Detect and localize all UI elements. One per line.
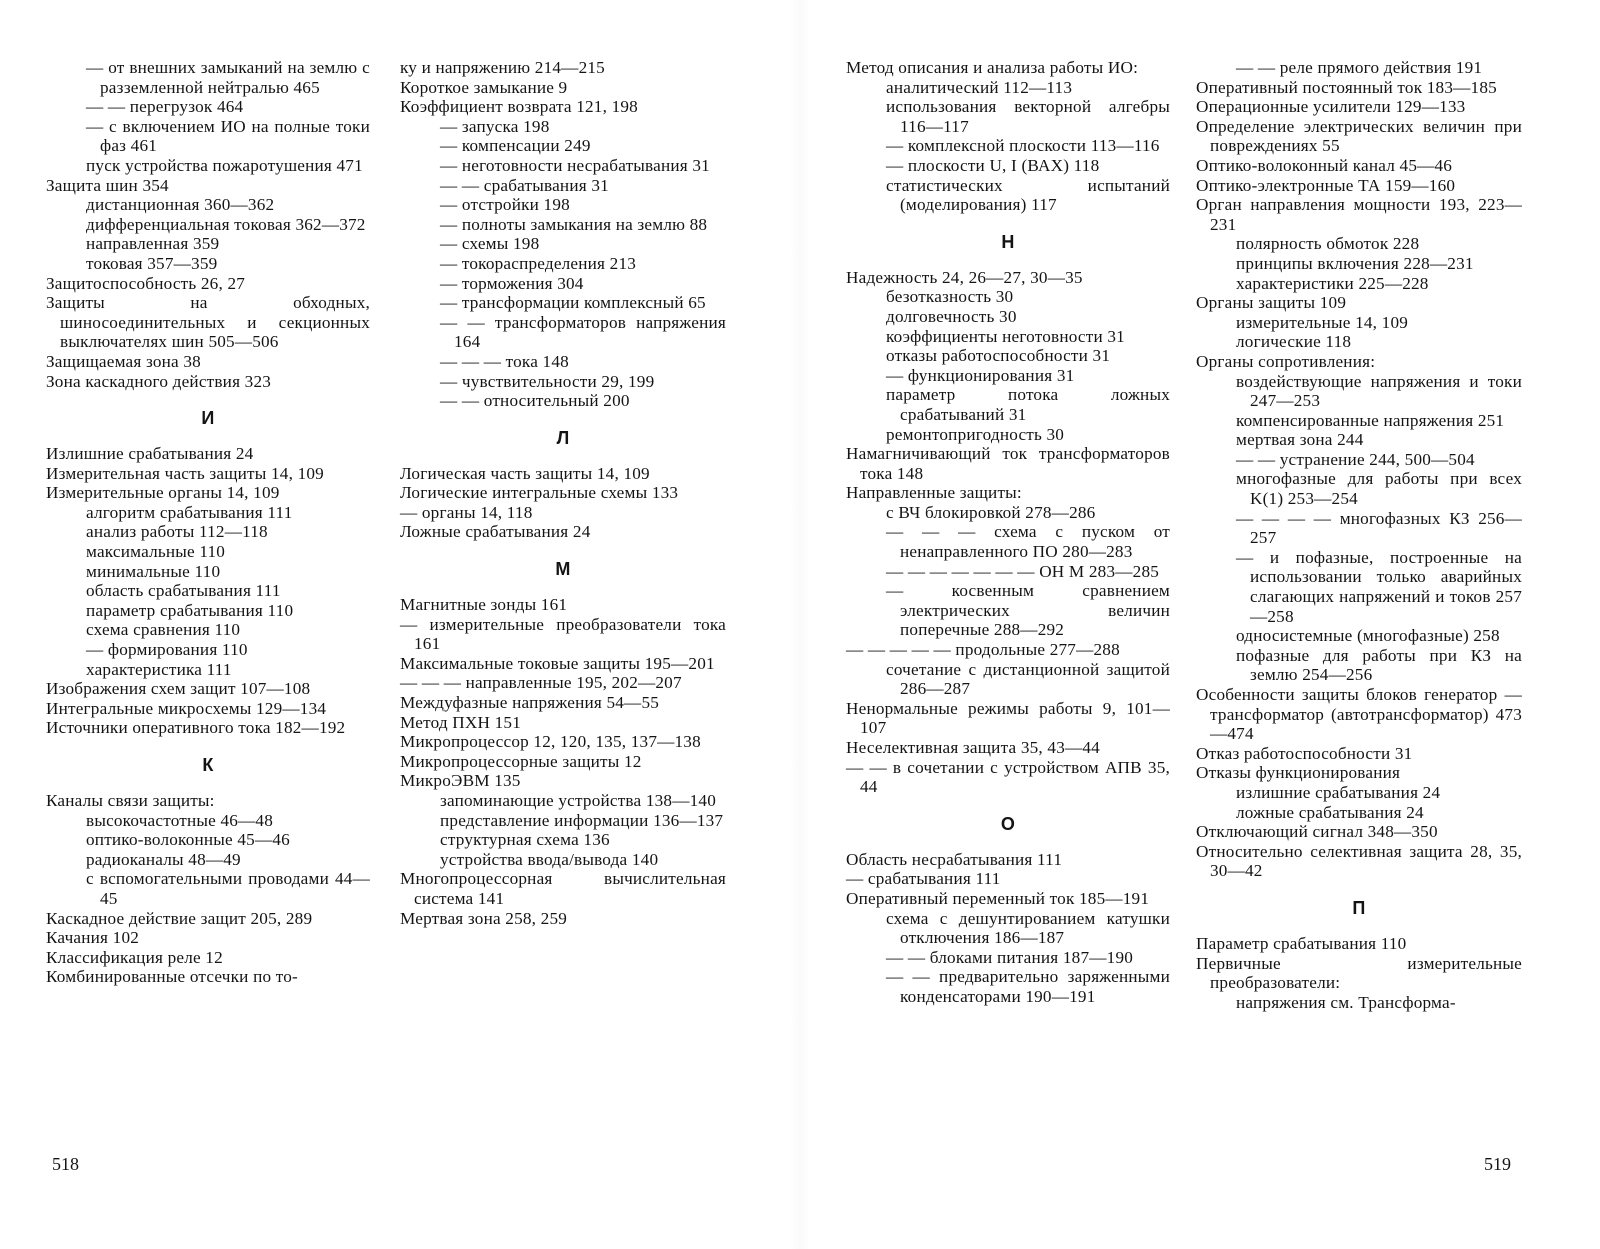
index-subentry: — чувствительности 29, 199 bbox=[440, 371, 655, 391]
page-number-right: 519 bbox=[1484, 1154, 1511, 1174]
index-subentry: структурная схема 136 bbox=[440, 830, 610, 850]
index-subentry: токовая 357—359 bbox=[86, 253, 218, 273]
index-column-4 bbox=[1196, 58, 1522, 1012]
index-entry: — — — направленные 195, 202—207 bbox=[400, 673, 682, 693]
index-entry: Измерительная часть защиты 14, 109 bbox=[46, 463, 324, 483]
index-subentry: — формирования 110 bbox=[86, 640, 248, 660]
index-subentry: статистических испытаний (моделирования) 117 bbox=[886, 175, 1170, 215]
index-subentry: область срабатывания 111 bbox=[86, 581, 281, 601]
index-subentry: — отстройки 198 bbox=[440, 195, 570, 215]
index-subentry: схема с дешунтированием катушки отключения 186—187 bbox=[886, 908, 1170, 948]
page-number-left: 518 bbox=[52, 1154, 79, 1174]
index-subentry: долговечность 30 bbox=[886, 306, 1017, 326]
index-entry: Микропроцессорные защиты 12 bbox=[400, 751, 642, 771]
index-subentry: дифференциальная токовая 362—372 bbox=[86, 214, 366, 234]
index-entry: Отключающий сигнал 348—350 bbox=[1196, 822, 1438, 842]
index-subentry: — — срабатывания 31 bbox=[440, 175, 609, 195]
index-entry: Оптико-электронные ТА 159—160 bbox=[1196, 175, 1456, 195]
index-entry: Надежность 24, 26—27, 30—35 bbox=[846, 267, 1083, 287]
index-subentry: ремонтопригодность 30 bbox=[886, 424, 1065, 444]
index-subentry: параметр срабатывания 110 bbox=[86, 600, 294, 620]
index-subentry: — — — — многофазных КЗ 256—257 bbox=[1236, 508, 1522, 548]
index-subentry: направленная 359 bbox=[86, 234, 220, 254]
index-subentry: алгоритм срабатывания 111 bbox=[86, 502, 293, 522]
index-entry: Максимальные токовые защиты 195—201 bbox=[400, 653, 715, 673]
index-column-2 bbox=[400, 58, 726, 928]
index-subentry: безотказность 30 bbox=[886, 287, 1014, 307]
index-entry: ку и напряжению 214—215 bbox=[400, 58, 605, 77]
index-entry: Коэффициент возврата 121, 198 bbox=[400, 97, 638, 117]
index-entry: Излишние срабатывания 24 bbox=[46, 444, 254, 464]
index-entry: Метод ПХН 151 bbox=[400, 712, 522, 732]
index-subentry: — комплексной плоскости 113—116 bbox=[886, 136, 1160, 156]
index-subentry: излишние срабатывания 24 bbox=[1236, 782, 1441, 802]
index-subentry: устройства ввода/вывода 140 bbox=[440, 849, 659, 869]
index-subentry: принципы включения 228—231 bbox=[1236, 253, 1474, 273]
index-entry: — срабатывания 111 bbox=[846, 869, 1001, 889]
index-subentry: — полноты замыкания на землю 88 bbox=[440, 214, 708, 234]
index-subentry: — — реле прямого действия 191 bbox=[1236, 58, 1483, 77]
index-entry: Оперативный переменный ток 185—191 bbox=[846, 888, 1150, 908]
index-entry: Определение электрических величин при повреждениях 55 bbox=[1196, 116, 1522, 156]
index-subentry: — — — — — — — ОН М 283—285 bbox=[886, 561, 1160, 581]
index-subentry: — — относительный 200 bbox=[440, 391, 630, 411]
index-subentry: максимальные 110 bbox=[86, 542, 226, 562]
index-entry: Каналы связи защиты: bbox=[46, 791, 215, 810]
index-subentry: минимальные 110 bbox=[86, 561, 221, 581]
index-entry: Первичные измерительные преобразователи: bbox=[1196, 953, 1522, 993]
index-entry: Многопроцессорная вычислительная система 141 bbox=[400, 869, 726, 908]
index-subentry: — — трансформаторов напряжения 164 bbox=[440, 312, 726, 352]
index-subentry: — неготовности несрабатывания 31 bbox=[440, 155, 710, 175]
index-subentry: характеристики 225—228 bbox=[1236, 273, 1429, 293]
index-subentry: — запуска 198 bbox=[440, 116, 550, 136]
section-letter-heading: Л bbox=[556, 427, 570, 448]
index-subentry: запоминающие устройства 138—140 bbox=[440, 791, 716, 810]
index-subentry: радиоканалы 48—49 bbox=[86, 849, 241, 869]
index-entry: Относительно селективная защита 28, 35, 30—42 bbox=[1196, 841, 1522, 881]
index-subentry: — — перегрузок 464 bbox=[86, 97, 244, 117]
index-entry: Междуфазные напряжения 54—55 bbox=[400, 693, 660, 713]
index-entry: — измерительные преобразователи тока 161 bbox=[400, 614, 726, 654]
index-entry: Логические интегральные схемы 133 bbox=[400, 483, 679, 503]
index-subentry: — торможения 304 bbox=[440, 273, 584, 293]
index-subentry: компенсированные напряжения 251 bbox=[1236, 410, 1505, 430]
section-letter-heading: И bbox=[201, 408, 215, 429]
index-entry: Органы сопротивления: bbox=[1196, 351, 1376, 371]
index-subentry: ложные срабатывания 24 bbox=[1236, 802, 1424, 822]
index-subentry: схема сравнения 110 bbox=[86, 620, 241, 640]
index-entry: Качания 102 bbox=[46, 928, 140, 948]
index-subentry: односистемные (многофазные) 258 bbox=[1236, 626, 1500, 646]
index-entry: Зона каскадного действия 323 bbox=[46, 371, 272, 391]
section-letter-heading: К bbox=[202, 755, 214, 775]
index-entry: Изображения схем защит 107—108 bbox=[46, 679, 311, 699]
index-subentry: — компенсации 249 bbox=[440, 136, 591, 156]
index-subentry: воздействующие напряжения и токи 247—253 bbox=[1236, 371, 1522, 411]
index-entry: Магнитные зонды 161 bbox=[400, 595, 568, 615]
index-entry: Логическая часть защиты 14, 109 bbox=[400, 463, 650, 483]
index-subentry: напряжения см. Трансформа- bbox=[1236, 992, 1456, 1012]
index-subentry: — и пофазные, построенные на использовании только аварийных слагающих напряжений и токов 257—258 bbox=[1236, 547, 1522, 626]
index-entry: Ненормальные режимы работы 9, 101—107 bbox=[846, 698, 1170, 738]
index-entry: Защищаемая зона 38 bbox=[46, 351, 201, 371]
index-subentry: логические 118 bbox=[1236, 332, 1352, 352]
index-entry: Измерительные органы 14, 109 bbox=[46, 483, 280, 503]
index-subentry: — — — схема с пуском от ненаправленного ПО 280—283 bbox=[886, 522, 1170, 562]
index-subentry: измерительные 14, 109 bbox=[1236, 312, 1409, 332]
index-subentry: — плоскости U, I (ВАХ) 118 bbox=[886, 155, 1100, 175]
index-column-3 bbox=[846, 58, 1170, 1007]
index-entry: Каскадное действие защит 205, 289 bbox=[46, 908, 313, 928]
index-entry: Оптико-волоконный канал 45—46 bbox=[1196, 155, 1453, 175]
index-subentry: представление информации 136—137 bbox=[440, 810, 724, 830]
index-subentry: аналитический 112—113 bbox=[886, 77, 1073, 97]
index-entry: Классификация реле 12 bbox=[46, 947, 223, 967]
index-column-1 bbox=[46, 58, 370, 987]
index-entry: — органы 14, 118 bbox=[400, 502, 533, 522]
index-subentry: — — предварительно заряженными конденсаторами 190—191 bbox=[886, 967, 1170, 1006]
index-entry: Направленные защиты: bbox=[846, 483, 1022, 503]
index-entry: Интегральные микросхемы 129—134 bbox=[46, 698, 327, 718]
index-subentry: отказы работоспособности 31 bbox=[886, 346, 1111, 366]
index-entry: Отказы функционирования bbox=[1196, 763, 1401, 783]
index-entry: Параметр срабатывания 110 bbox=[1196, 933, 1407, 953]
index-entry: Защитоспособность 26, 27 bbox=[46, 273, 246, 293]
index-entry: Органы защиты 109 bbox=[1196, 293, 1347, 313]
index-entry: Оперативный постоянный ток 183—185 bbox=[1196, 77, 1497, 97]
index-entry: Короткое замыкание 9 bbox=[400, 77, 568, 97]
index-subentry: пуск устройства пожаротушения 471 bbox=[86, 155, 363, 175]
index-subentry: пофазные для работы при КЗ на землю 254—256 bbox=[1236, 645, 1522, 685]
index-subentry: — — устранение 244, 500—504 bbox=[1236, 449, 1475, 469]
index-entry: Защита шин 354 bbox=[46, 175, 169, 195]
index-entry: Метод описания и анализа работы ИО: bbox=[846, 58, 1139, 77]
index-subentry: использования векторной алгебры 116—117 bbox=[886, 97, 1170, 136]
index-subentry: — схемы 198 bbox=[440, 234, 540, 254]
index-entry: Комбинированные отсечки по то- bbox=[46, 967, 298, 987]
index-subentry: коэффициенты неготовности 31 bbox=[886, 326, 1125, 346]
index-entry: Область несрабатывания 111 bbox=[846, 849, 1063, 869]
index-subentry: — трансформации комплексный 65 bbox=[440, 293, 706, 313]
index-entry: МикроЭВМ 135 bbox=[400, 771, 521, 791]
index-entry: Ложные срабатывания 24 bbox=[400, 522, 591, 542]
section-letter-heading: М bbox=[555, 559, 571, 580]
index-entry: Операционные усилители 129—133 bbox=[1196, 97, 1466, 117]
index-subentry: — — — тока 148 bbox=[440, 351, 569, 371]
index-subentry: полярность обмоток 228 bbox=[1236, 234, 1420, 254]
index-subentry: с вспомогательными проводами 44—45 bbox=[86, 869, 370, 908]
index-subentry: высокочастотные 46—48 bbox=[86, 810, 274, 830]
index-entry: Источники оперативного тока 182—192 bbox=[46, 718, 346, 738]
index-subentry: параметр потока ложных срабатываний 31 bbox=[886, 385, 1170, 424]
index-subentry: анализ работы 112—118 bbox=[86, 522, 268, 542]
index-entry: Мертвая зона 258, 259 bbox=[400, 908, 568, 928]
index-subentry: многофазные для работы при всех K(1) 253—254 bbox=[1236, 469, 1522, 509]
index-entry: Защиты на обходных, шиносоединительных и секционных выключателях шин 505—506 bbox=[46, 293, 370, 352]
section-letter-heading: П bbox=[1352, 897, 1366, 918]
index-subentry: — токораспределения 213 bbox=[440, 253, 637, 273]
index-entry: Отказ работоспособности 31 bbox=[1196, 743, 1413, 763]
book-gutter bbox=[790, 0, 810, 1249]
index-subentry: сочетание с дистанционной защитой 286—287 bbox=[886, 659, 1170, 699]
index-entry: Неселективная защита 35, 43—44 bbox=[846, 738, 1100, 757]
index-subentry: с ВЧ блокировкой 278—286 bbox=[886, 502, 1096, 522]
index-subentry: — функционирования 31 bbox=[886, 365, 1075, 385]
index-subentry: — косвенным сравнением электрических величин поперечные 288—292 bbox=[886, 581, 1170, 640]
index-entry: Намагничивающий ток трансформаторов тока 148 bbox=[846, 444, 1170, 483]
index-subentry: оптико-волоконные 45—46 bbox=[86, 830, 290, 850]
section-letter-heading: Н bbox=[1001, 231, 1015, 252]
index-entry: — — — — — продольные 277—288 bbox=[846, 640, 1120, 660]
index-subentry: — с включением ИО на полные токи фаз 461 bbox=[86, 116, 370, 156]
index-subentry: — от внешних замыканий на землю с разземленной нейтралью 465 bbox=[86, 58, 370, 97]
index-entry: — — в сочетании с устройством АПВ 35, 44 bbox=[846, 757, 1170, 797]
section-letter-heading: О bbox=[1000, 813, 1016, 834]
index-entry: Особенности защиты блоков генератор — трансформатор (автотрансформатор) 473—474 bbox=[1196, 685, 1522, 744]
index-subentry: характеристика 111 bbox=[86, 659, 232, 679]
index-entry: Микропроцессор 12, 120, 135, 137—138 bbox=[400, 732, 701, 752]
index-entry: Орган направления мощности 193, 223—231 bbox=[1196, 195, 1522, 234]
index-subentry: мертвая зона 244 bbox=[1236, 430, 1364, 450]
index-subentry: дистанционная 360—362 bbox=[86, 195, 275, 215]
index-subentry: — — блоками питания 187—190 bbox=[886, 947, 1134, 967]
